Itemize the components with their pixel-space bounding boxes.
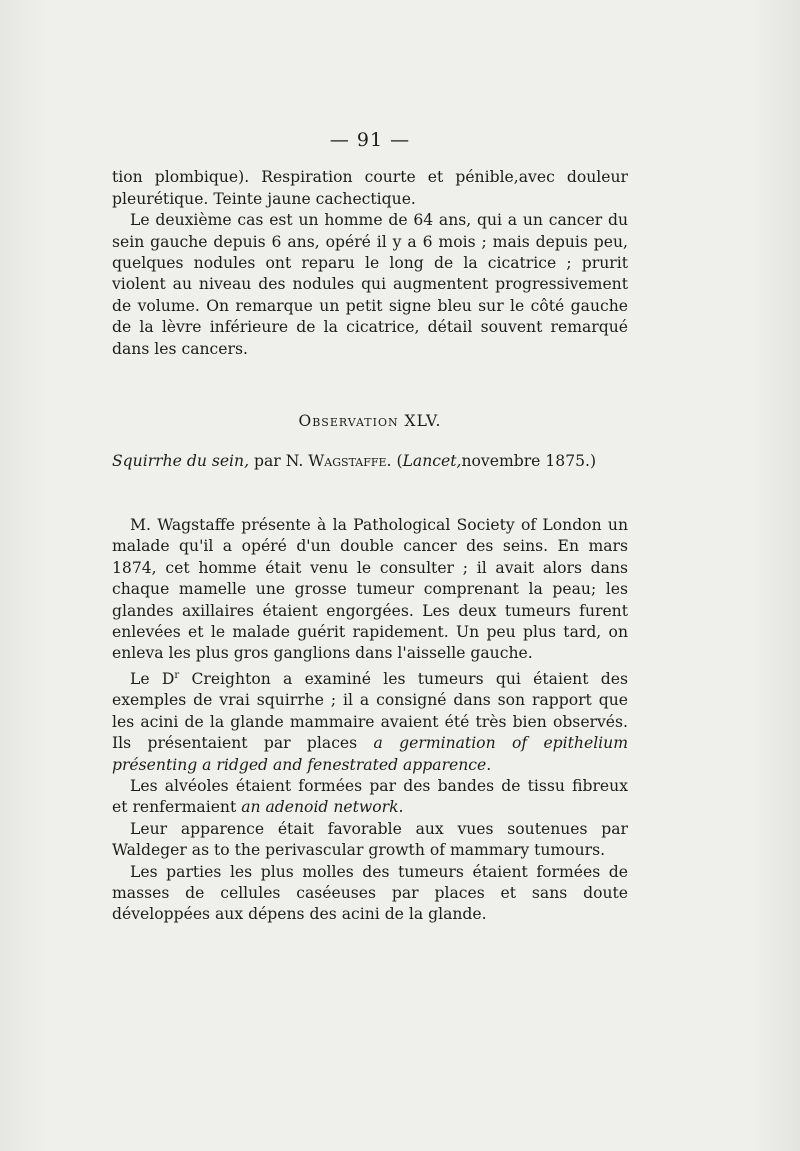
citation-title: Squirrhe du sein, xyxy=(112,452,250,471)
observation-citation xyxy=(112,451,628,472)
paragraph-creighton xyxy=(112,665,628,776)
alveoles-quote: an adenoid network. xyxy=(241,798,404,817)
paragraph-alveoles xyxy=(112,776,628,819)
citation-journal: Lancet, xyxy=(402,452,462,471)
paragraph-second-case: Le deuxième cas est un homme de 64 ans, qui a un cancer du sein gauche depuis 6 ans, opéré il y a 6 mois ; mais depuis peu, quelques nodules ont reparu le long de la cicatrice ; prurit violent au niveau des nodules qui augmentent progressivement de volume. On remarque un petit signe bleu sur le côté gauche de la lèvre inférieure de la cicatrice, détail souvent remarqué dans les cancers. xyxy=(112,211,628,358)
creighton-quote: a germination of epithelium présenting a ridged and fenestrated apparence. xyxy=(112,734,628,774)
doctor-superscript: r xyxy=(174,669,180,681)
paragraph-continuation: tion plombique). Respiration courte et pénible,avec douleur pleurétique. Teinte jaune cachectique. xyxy=(112,168,628,208)
citation-author: N. Wagstaffe. xyxy=(285,452,392,471)
paragraph-parties-molles: Les parties les plus molles des tumeurs étaient formées de masses de cellules caséeuses par places et sans doute développées aux dépens des acini de la glande. xyxy=(112,862,628,924)
alveoles-start: Les alvéoles étaient formées par des bandes de tissu fibreux et renfermaient xyxy=(112,776,628,817)
citation-date: novembre 1875.) xyxy=(461,452,597,471)
creighton-rest: Creighton a examiné les tumeurs qui étaient des exemples de vrai squirrhe ; il a consigné dans son rapport que les acini de la glande mammaire avaient été très bien observés. Ils présentaient par places xyxy=(112,669,628,753)
citation-paren: ( xyxy=(396,452,403,471)
citation-by: par xyxy=(254,452,281,471)
observation-title: Observation XLV. xyxy=(298,412,442,431)
paragraph-wagstaffe: M. Wagstaffe présente à la Pathological Society of London un malade qu'il a opéré d'un double cancer des seins. En mars 1874, cet homme était venu le consulter ; il avait alors dans chaque mamelle une grosse tumeur comprenant la peau; les glandes axillaires étaient engorgées. Les deux tumeurs furent enlevées et le malade guérit rapidement. Un peu plus tard, on enleva les plus gros ganglions dans l'aisselle gauche. xyxy=(112,515,628,663)
paragraph-apparence: Leur apparence était favorable aux vues soutenues par Waldeger as to the perivascular growth of mammary tumours. xyxy=(112,819,628,860)
page-text-block xyxy=(112,130,628,926)
page-number: — 91 — xyxy=(329,129,411,151)
creighton-start: Le D xyxy=(130,669,175,688)
